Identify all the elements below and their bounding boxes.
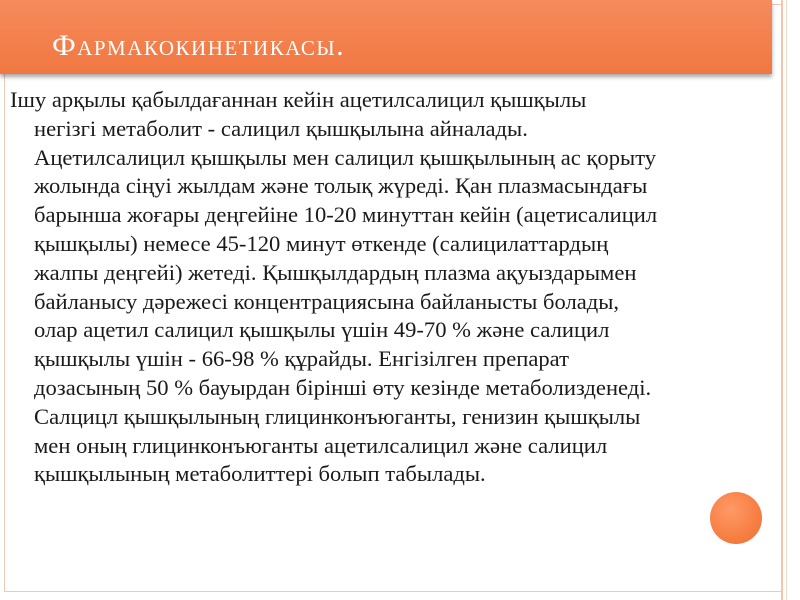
slide-title: Фармакокинетикасы. bbox=[52, 29, 346, 62]
slide-body-text: Ішу арқылы қабылдағаннан кейін ацетилсалицил қышқылы негізгі метаболит - салицил қышқылына айналады. Ацетилсалицил қышқылы мен салицил қышқылының ас қорыту жолында сіңуі жылдам және толық жүреді. Қан плазмасындағы барынша жоғары деңгейіне 10-20 минуттан кейін (ацетисалицил қышқылы) немесе 45-120 минут өткенде (салицилаттардың жалпы деңгейі) жетеді. Қышқылдардың плазма ақуыздарымен байланысу дәрежесі концентрациясына байланысты болады, олар ацетил салицил қышқылы үшін 49-70 % және салицил қышқылы үшін - 66-98 % құрайды. Енгізілген препарат дозасының 50 % бауырдан бірінші өту кезінде метаболизденеді. Салцицл қышқылының глицинконъюганты, генизин қышқылы мен оның глицинконъюганты ацетилсалицил және салицил қышқылының метаболиттері болып табылады. bbox=[10, 87, 658, 487]
title-band bbox=[0, 0, 772, 74]
decorative-line bbox=[781, 0, 783, 600]
decorative-line-thin bbox=[786, 0, 787, 600]
decorative-circle bbox=[710, 492, 762, 544]
